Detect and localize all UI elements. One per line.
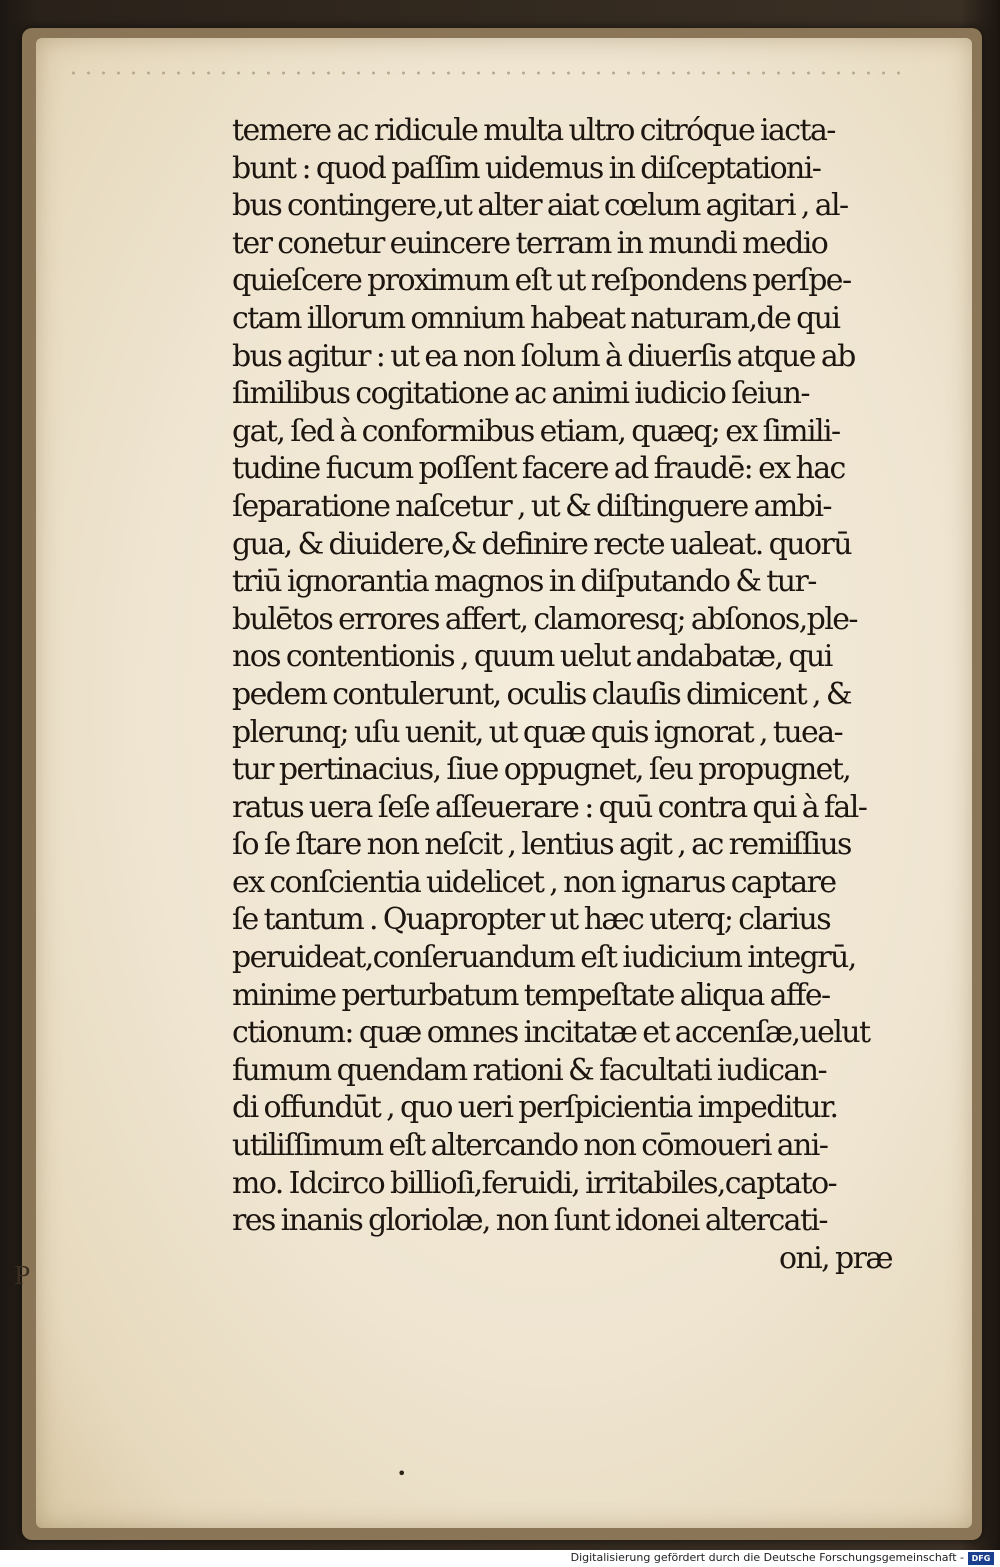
text-line: quieſcere proximum eſt ut reſpondens perſpe‑ <box>232 263 851 299</box>
text-line: ſe tantum . Quapropter ut hæc uterq; clarius <box>232 902 831 938</box>
text-line: ctionum: quæ omnes incitatæ et accenſæ,uelut <box>232 1015 870 1051</box>
text-line: fumum quendam rationi & facultati iudican‑ <box>232 1052 826 1088</box>
text-line: utiliſſimum eſt altercando non cōmoueri ani‑ <box>232 1128 828 1164</box>
text-line: plerunq; uſu uenit, ut quæ quis ignorat , tuea‑ <box>232 714 843 750</box>
text-line: bunt : quod paſſim uidemus in diſceptationi‑ <box>232 150 821 186</box>
text-line: res inanis gloriolæ, non ſunt idonei altercati‑ <box>232 1203 827 1239</box>
text-line: ratus uera ſeſe aſſeuerare : quū contra qui à fal‑ <box>232 789 867 825</box>
text-line: gat, ſed à conformibus etiam, quæq; ex ſimili‑ <box>232 413 840 449</box>
text-line: ſo ſe ſtare non neſcit , lentius agit , ac remiſſius <box>232 827 851 863</box>
text-line: bus contingere,ut alter aiat cœlum agitari , al‑ <box>232 188 848 224</box>
text-line: temere ac ridicule multa ultro citróque iacta‑ <box>232 113 835 148</box>
text-line: nos contentionis , quum uelut andabatæ, qui <box>232 639 832 675</box>
text-line: bulētos errores affert, clamoresq; abſonos,ple‑ <box>232 601 857 637</box>
text-line: ſeparatione naſcetur , ut & diſtinguere ambi‑ <box>232 488 831 524</box>
text-line: pedem contulerunt, oculis clauſis dimicent , & <box>232 676 851 712</box>
text-line: triū ignorantia magnos in diſputando & tur‑ <box>232 564 816 600</box>
text-line: ter conetur euincere terram in mundi medio <box>232 225 828 261</box>
text-line: oni, præ <box>779 1240 892 1276</box>
text-line: peruideat,conſeruandum eſt iudicium integrū, <box>232 940 856 976</box>
text-line: tur pertinacius, ſiue oppugnet, ſeu propugnet, <box>232 752 851 788</box>
page-edge-dots <box>66 70 906 76</box>
text-line: gua, & diuidere,& definire recte ualeat. quorū <box>232 526 851 562</box>
footer-credit: Digitalisierung gefördert durch die Deutsche Forschungsgemeinschaft - <box>570 1551 964 1564</box>
text-line: ctam illorum omnium habeat naturam,de qui <box>232 300 840 336</box>
text-line: tudine fucum poſſent facere ad fraudē: ex hac <box>232 451 845 487</box>
dfg-logo-icon: DFG <box>968 1552 994 1565</box>
catch-mark: • <box>397 1464 407 1483</box>
text-line: minime perturbatum tempeſtate aliqua affe‑ <box>232 977 830 1013</box>
text-line: mo. Idcirco billioſi,feruidi, irritabiles,captato‑ <box>232 1165 837 1201</box>
text-line: ſimilibus cogitatione ac animi iudicio ſeiun‑ <box>232 376 809 412</box>
page-text <box>232 112 922 1277</box>
text-line: bus agitur : ut ea non ſolum à diuerſis atque ab <box>232 338 855 374</box>
footer-bar <box>0 1550 1000 1567</box>
text-line: ex conſcientia uidelicet , non ignarus captare <box>232 864 836 900</box>
text-line: di offundūt , quo ueri perſpicientia impeditur. <box>232 1090 838 1126</box>
left-margin-mark: P <box>14 1262 31 1290</box>
